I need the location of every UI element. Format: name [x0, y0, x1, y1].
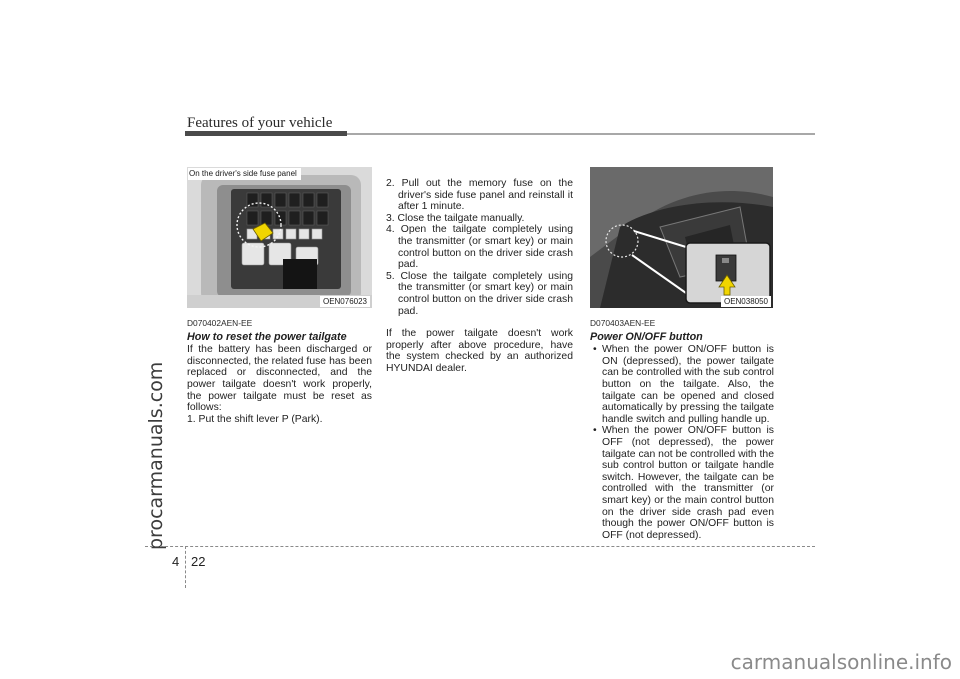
- figure-caption: On the driver's side fuse panel: [188, 168, 301, 180]
- intro-paragraph: If the battery has been discharged or disconnected, the related fuse has been replaced or disconnected, and the power tailgate doesn't work properly, the power tailgate must be reset as follows:: [187, 344, 372, 414]
- power-button-illustration: [590, 167, 773, 308]
- bullet-item: • When the power ON/OFF button is ON (depressed), the power tailgate can be controlled with the sub control button on the tailgate. Also, the tailgate can be opened and closed automatically by pressing the tailgate handle switch and pulling handle up.: [593, 344, 775, 425]
- footer-divider: [185, 546, 186, 588]
- bottom-watermark: carmanualsonline.info: [730, 650, 952, 674]
- page-title: Features of your vehicle: [187, 115, 333, 131]
- step-item: 4. Open the tailgate completely using the transmitter (or smart key) or main control button on the driver side crash pad.: [386, 224, 573, 271]
- step-item: 2. Pull out the memory fuse on the driver's side fuse panel and reinstall it after 1 minute.: [386, 178, 573, 213]
- power-button-section: [590, 318, 774, 541]
- step-item: 5. Close the tailgate completely using the transmitter (or smart key) or main control button on the driver side crash pad.: [386, 270, 573, 317]
- fuse-panel-illustration: [187, 167, 372, 308]
- header-rule-accent: [185, 131, 347, 136]
- doc-code: D070403AEN-EE: [590, 318, 656, 328]
- step-item: 1. Put the shift lever P (Park).: [187, 413, 323, 425]
- figure-code: OEN076023: [320, 296, 370, 307]
- figure-code: OEN038050: [721, 296, 771, 307]
- reset-steps-continued: [386, 178, 573, 375]
- power-button-figure: [590, 167, 773, 308]
- fuse-panel-figure: [187, 167, 372, 308]
- footer-rule: [145, 546, 815, 547]
- section-heading: How to reset the power tailgate: [187, 330, 347, 343]
- side-watermark: procarmanuals.com: [145, 361, 167, 550]
- step-item: 3. Close the tailgate manually.: [386, 212, 525, 224]
- bullet-item: • When the power ON/OFF button is OFF (not depressed), the power tailgate can not be controlled with the sub control button or tailgate handle switch. However, the tailgate can be controlled with the transmitter (or smart key) or the main control button on the driver side crash pad even though the power ON/OFF button is OFF (not depressed).: [593, 425, 775, 541]
- bullet-text: When the power ON/OFF button is OFF (not depressed), the power tailgate can not be controlled with the sub control button or tailgate handle switch. However, the tailgate can be controlled with the transmitter (or smart key) or the main control button on the driver side crash pad even though the power ON/OFF button is OFF (not depressed).: [601, 425, 775, 541]
- footer-section-number: 4: [172, 554, 180, 569]
- bullet-text: When the power ON/OFF button is ON (depressed), the power tailgate can be controlled with the sub control button on the tailgate. Also, the tailgate can be opened and closed automatically by pressing the tailgate handle switch and pulling handle up.: [601, 344, 775, 425]
- reset-section: [187, 318, 372, 425]
- doc-code: D070402AEN-EE: [187, 318, 253, 328]
- footer-page-number: 22: [191, 554, 206, 569]
- note-paragraph: If the power tailgate doesn't work properly after above procedure, have the system checked by an authorized HYUNDAI dealer.: [386, 328, 573, 374]
- section-heading: Power ON/OFF button: [590, 330, 703, 343]
